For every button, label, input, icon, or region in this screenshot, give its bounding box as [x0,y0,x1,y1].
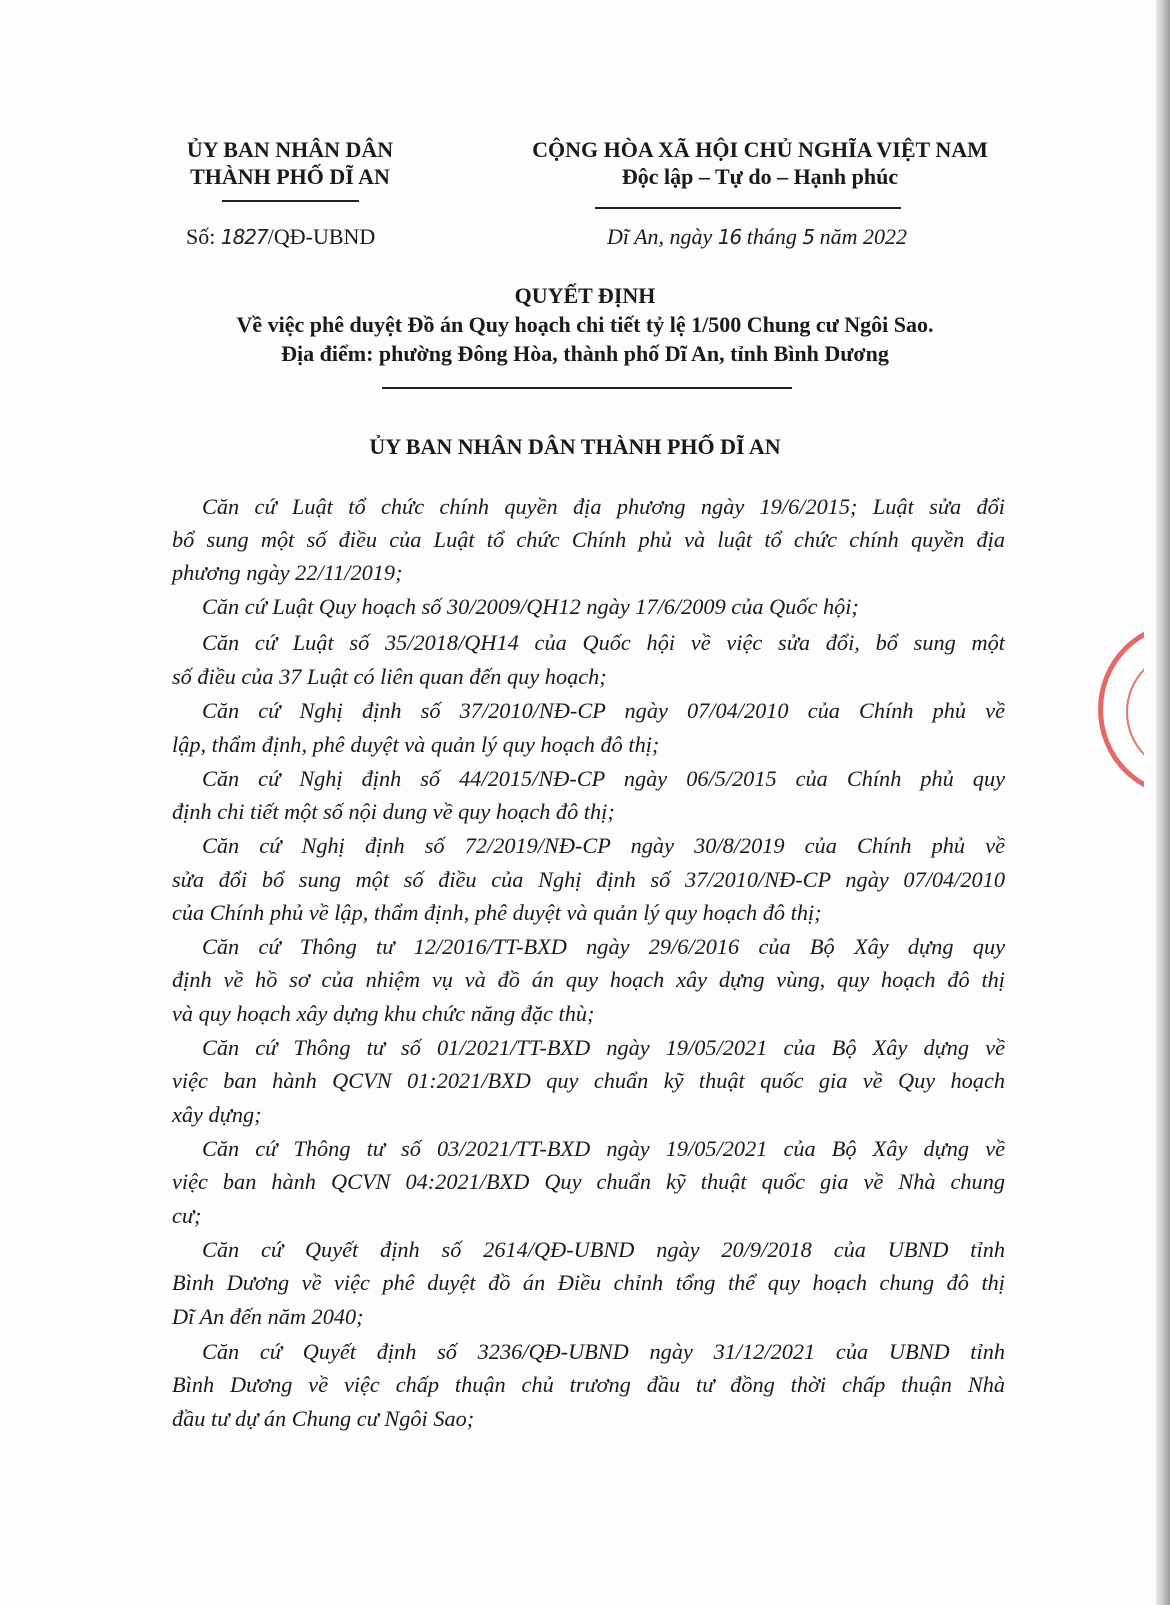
body-line: của Chính phủ về lập, thẩm định, phê duyệt và quản lý quy hoạch đô thị; [172,900,822,925]
subject-line-1: Về việc phê duyệt Đồ án Quy hoạch chi tiết tỷ lệ 1/500 Chung cư Ngôi Sao. [236,312,934,337]
nation-line-1: CỘNG HÒA XÃ HỘI CHỦ NGHĨA VIỆT NAM [532,137,988,162]
body-line: Căn cứ Quyết định số 2614/QĐ-UBND ngày 20/9/2018 của UBND tỉnh [202,1237,1005,1262]
issuer-heading: ỦY BAN NHÂN DÂN THÀNH PHỐ DĨ AN [369,434,781,459]
body-line: lập, thẩm định, phê duyệt và quản lý quy hoạch đô thị; [172,732,660,757]
scan-edge-shadow [1156,0,1170,1605]
agency-line-1: ỦY BAN NHÂN DÂN [186,137,394,162]
body-line: Căn cứ Luật số 35/2018/QH14 của Quốc hội về việc sửa đổi, bổ sung một [202,630,1005,655]
agency-divider [222,200,359,202]
body-line: Căn cứ Luật Quy hoạch số 30/2009/QH12 ngày 17/6/2009 của Quốc hội; [202,594,859,619]
body-line: phương ngày 22/11/2019; [172,560,403,585]
body-line: bổ sung một số điều của Luật tổ chức Chính phủ và luật tổ chức chính quyền địa [172,527,1005,552]
body-line: đầu tư dự án Chung cư Ngôi Sao; [172,1406,475,1431]
body-line: Bình Dương về việc phê duyệt đồ án Điều chỉnh tổng thể quy hoạch chung đô thị [172,1270,1005,1295]
body-line: cư; [172,1203,202,1228]
body-line: Căn cứ Thông tư số 01/2021/TT-BXD ngày 19/05/2021 của Bộ Xây dựng về [202,1035,1005,1060]
agency-line-2: THÀNH PHỐ DĨ AN [190,164,390,189]
handwritten-day: 16 [717,225,742,249]
body-line: Căn cứ Quyết định số 3236/QĐ-UBND ngày 31/12/2021 của UBND tỉnh [202,1339,1005,1364]
body-line: Căn cứ Nghị định số 44/2015/NĐ-CP ngày 06/5/2015 của Chính phủ quy [202,766,1005,791]
date-year: năm 2022 [814,224,908,249]
document-heading: QUYẾT ĐỊNH [514,283,656,308]
body-line: số điều của 37 Luật có liên quan đến quy hoạch; [172,664,607,689]
document-number [186,224,375,250]
document-date [607,224,907,250]
official-stamp [1090,600,1144,820]
body-line: Căn cứ Nghị định số 37/2010/NĐ-CP ngày 07/04/2010 của Chính phủ về [202,698,1005,723]
body-line: Căn cứ Luật tổ chức chính quyền địa phương ngày 19/6/2015; Luật sửa đổi [202,494,1005,519]
body-line: định chi tiết một số nội dung về quy hoạch đô thị; [172,799,615,824]
body-line: Căn cứ Nghị định số 72/2019/NĐ-CP ngày 30/8/2019 của Chính phủ về [202,833,1005,858]
month-label: tháng [741,224,803,249]
handwritten-month: 5 [802,225,815,249]
body-line: việc ban hành QCVN 04:2021/BXD Quy chuẩn kỹ thuật quốc gia về Nhà chung [172,1169,1005,1194]
body-line: Dĩ An đến năm 2040; [172,1304,364,1329]
motto-divider [595,207,901,209]
body-line: Bình Dương về việc chấp thuận chủ trương đầu tư đồng thời chấp thuận Nhà [172,1372,1005,1397]
agency-name [160,136,420,190]
body-line: Căn cứ Thông tư số 03/2021/TT-BXD ngày 19/05/2021 của Bộ Xây dựng về [202,1136,1005,1161]
national-motto [500,136,1020,190]
handwritten-number: 1827 [220,225,268,249]
body-line: và quy hoạch xây dựng khu chức năng đặc thù; [172,1001,595,1026]
body-line: sửa đổi bổ sung một số điều của Nghị định số 37/2010/NĐ-CP ngày 07/04/2010 [172,867,1005,892]
body-line: việc ban hành QCVN 01:2021/BXD quy chuẩn kỹ thuật quốc gia về Quy hoạch [172,1068,1005,1093]
title-divider [382,387,792,389]
nation-line-2: Độc lập – Tự do – Hạnh phúc [621,164,899,189]
number-prefix: Số: [186,224,221,249]
body-line: định về hồ sơ của nhiệm vụ và đồ án quy hoạch xây dựng vùng, quy hoạch đô thị [172,967,1005,992]
body-line: Căn cứ Thông tư 12/2016/TT-BXD ngày 29/6/2016 của Bộ Xây dựng quy [202,934,1005,959]
body-line: xây dựng; [172,1102,262,1127]
number-suffix: /QĐ-UBND [267,224,376,249]
subject-line-2: Địa điểm: phường Đông Hòa, thành phố Dĩ An, tỉnh Bình Dương [281,341,889,366]
date-prefix: Dĩ An, ngày [607,224,718,249]
